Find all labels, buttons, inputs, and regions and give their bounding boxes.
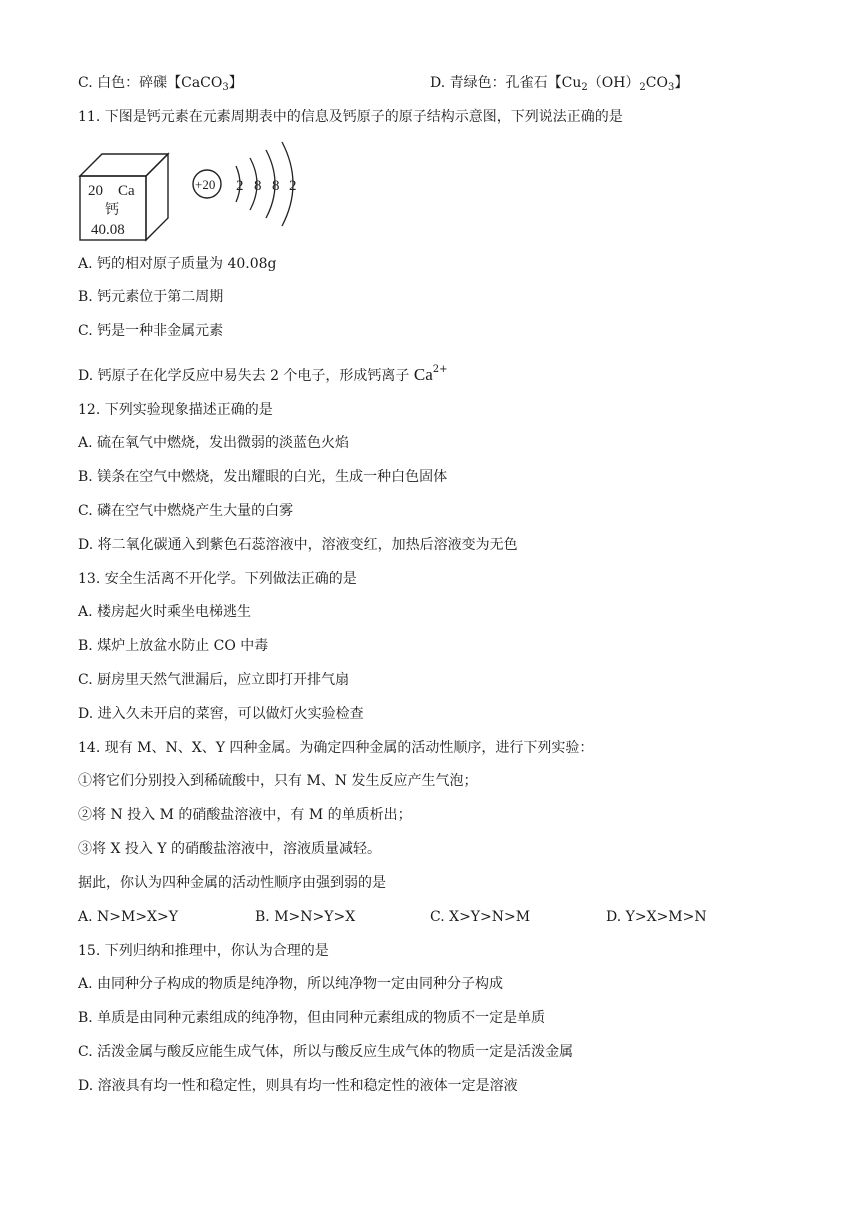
- q12-option-b: B. 镁条在空气中燃烧，发出耀眼的白光，生成一种白色固体: [78, 469, 448, 485]
- nucleus-charge: +20: [195, 177, 216, 192]
- shell-electrons-4: 2: [289, 178, 297, 194]
- element-symbol: Ca: [118, 183, 135, 199]
- calcium-element-cell-figure: [78, 140, 318, 244]
- q12-option-a: A. 硫在氧气中燃烧，发出微弱的淡蓝色火焰: [78, 435, 350, 451]
- q12-option-c: C. 磷在空气中燃烧产生大量的白雾: [78, 503, 294, 519]
- q10-option-c: C. 白色：碎磲【CaCO$_3$】: [78, 75, 243, 93]
- shell-electrons-1: 2: [236, 178, 244, 194]
- q14-option-c: C. X>Y>N>M: [430, 909, 531, 925]
- q14-step-3: ③将 X 投入 Y 的硝酸盐溶液中，溶液质量减轻。: [78, 841, 382, 857]
- q15-option-b: B. 单质是由同种元素组成的纯净物，但由同种元素组成的物质不一定是单质: [78, 1010, 546, 1026]
- q11-option-d: D. 钙原子在化学反应中易失去 2 个电子，形成钙离子 $Ca^{2+}$: [78, 364, 448, 384]
- q14-option-d: D. Y>X>M>N: [606, 909, 707, 925]
- q11-option-a: A. 钙的相对原子质量为 40.08g: [78, 256, 277, 272]
- q10-option-d: D. 青绿色：孔雀石【$Cu_2(OH)_2CO_3$】: [430, 75, 689, 93]
- q14-step-2: ②将 N 投入 M 的硝酸盐溶液中，有 M 的单质析出；: [78, 807, 412, 823]
- q11-option-c: C. 钙是一种非金属元素: [78, 323, 224, 339]
- q13-option-a: A. 楼房起火时乘坐电梯逃生: [78, 604, 252, 620]
- q14-option-a: A. N>M>X>Y: [78, 909, 178, 925]
- element-atomic-number: 20: [88, 183, 103, 199]
- q12-option-d: D. 将二氧化碳通入到紫色石蕊溶液中，溶液变红，加热后溶液变为无色: [78, 537, 518, 553]
- element-mass: 40.08: [91, 222, 125, 238]
- q14-option-b: B. M>N>Y>X: [255, 909, 356, 925]
- q13-stem: 13. 安全生活离不开化学。下列做法正确的是: [78, 571, 357, 587]
- q14-step-1: ①将它们分别投入到稀硫酸中，只有 M、N 发生反应产生气泡；: [78, 773, 478, 789]
- q15-option-d: D. 溶液具有均一性和稳定性，则具有均一性和稳定性的液体一定是溶液: [78, 1078, 518, 1094]
- q11-stem: 11. 下图是钙元素在元素周期表中的信息及钙原子的原子结构示意图，下列说法正确的是: [78, 109, 623, 125]
- element-name: 钙: [105, 203, 119, 218]
- q13-option-c: C. 厨房里天然气泄漏后，应立即打开排气扇: [78, 672, 350, 688]
- calcium-ion: Ca: [413, 365, 433, 384]
- q13-option-d: D. 进入久未开启的菜窖，可以做灯火实验检查: [78, 706, 364, 722]
- q12-stem: 12. 下列实验现象描述正确的是: [78, 402, 273, 418]
- q15-stem: 15. 下列归纳和推理中，你认为合理的是: [78, 943, 329, 959]
- shell-electrons-3: 8: [272, 178, 280, 194]
- q15-option-a: A. 由同种分子构成的物质是纯净物，所以纯净物一定由同种分子构成: [78, 976, 504, 992]
- q11-option-b: B. 钙元素位于第二周期: [78, 289, 224, 305]
- q15-option-c: C. 活泼金属与酸反应能生成气体，所以与酸反应生成气体的物质一定是活泼金属: [78, 1044, 574, 1060]
- q14-stem: 14. 现有 M、N、X、Y 四种金属。为确定四种金属的活动性顺序，进行下列实验：: [78, 740, 594, 756]
- shell-electrons-2: 8: [254, 178, 262, 194]
- q13-option-b: B. 煤炉上放盆水防止 CO 中毒: [78, 638, 269, 654]
- q14-ask: 据此，你认为四种金属的活动性顺序由强到弱的是: [78, 875, 386, 891]
